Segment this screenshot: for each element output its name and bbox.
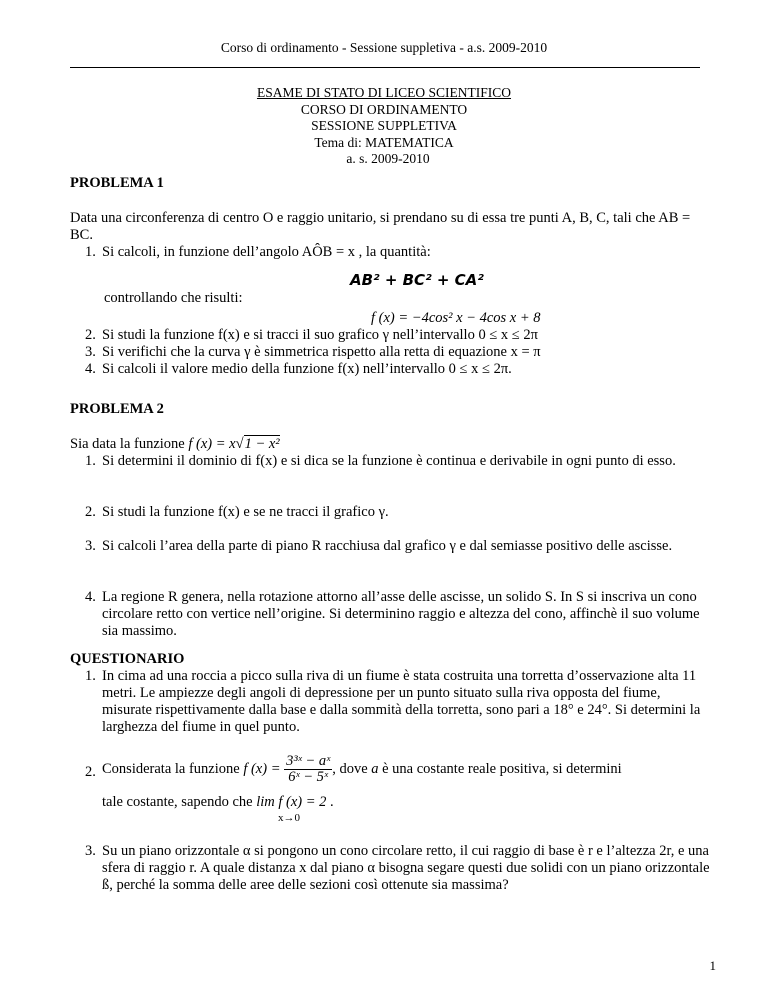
question-3: 3. Su un piano orizzontale α si pongono un cono circolare retto, il cui raggio di base è r e l’altezza 2r, e una sfera di raggio r. A quale distanza x dal piano α bisogna segare questi due solidi con un piano orizzontale ß, perché la somma delle aree delle sezioni così ottenute sia massima?: [85, 843, 710, 893]
problema1-expression: AB² + BC² + CA²: [350, 271, 484, 289]
problema2-item-2: 2. Si studi la funzione f(x) e se ne tracci il grafico γ.: [85, 504, 389, 520]
school-year: a. s. 2009-2010: [346, 151, 430, 166]
subject-title: Tema di: MATEMATICA: [314, 134, 454, 150]
problema1-item-1: 1. Si calcoli, in funzione dell’angolo AÔB = x , la quantità:: [85, 244, 431, 260]
question-2: 2. Considerata la funzione f (x) = $\frac{\text{3³ˣ − aˣ}}{\text{6ˣ − 5ˣ}}$ , dove a è una costante reale positiva, si determini: [85, 753, 622, 785]
problema1-item-4: 4. Si calcoli il valore medio della funzione f(x) nell’intervallo 0 ≤ x ≤ 2π.: [85, 361, 512, 377]
title-block: [0, 85, 768, 168]
problema1-item-2: 2. Si studi la funzione f(x) e si tracci il suo grafico γ nell’intervallo 0 ≤ x ≤ 2π: [85, 327, 538, 343]
problema1-item-3: 3. Si verifichi che la curva γ è simmetrica rispetto alla retta di equazione x = π: [85, 344, 541, 360]
problema2-item-1: 1. Si determini il dominio di f(x) e si dica se la funzione è continua e derivabile in ogni punto di esso.: [85, 453, 676, 469]
problema2-intro: Sia data la funzione f (x) = x√1 − x²: [70, 436, 280, 452]
problema1-check: controllando che risulti:: [104, 290, 243, 306]
q2-fraction: $\frac{\text{3³ˣ − aˣ}}{\text{6ˣ − 5ˣ}}$: [286, 753, 331, 785]
questionario-heading: QUESTIONARIO: [70, 651, 185, 667]
question-2-line-2: tale costante, sapendo che lim f (x) = 2 .: [102, 794, 334, 810]
problema1-formula: f (x) = −4cos² x − 4cos x + 8: [371, 310, 541, 326]
problema1-heading: PROBLEMA 1: [70, 175, 164, 191]
session-title: SESSIONE SUPPLETIVA: [311, 118, 457, 133]
problema2-heading: PROBLEMA 2: [70, 401, 164, 417]
exam-title: ESAME DI STATO DI LICEO SCIENTIFICO: [256, 85, 512, 100]
problema1-intro: Data una circonferenza di centro O e raggio unitario, si prendano su di essa tre punti A, B, C, tali che AB = BC.: [70, 210, 691, 243]
page-number: 1: [709, 958, 716, 973]
header-rule: [70, 67, 700, 68]
q2-limit-subscript: x→0: [278, 812, 300, 824]
course-title: CORSO DI ORDINAMENTO: [300, 101, 468, 117]
question-1: 1. In cima ad una roccia a picco sulla riva di un fiume è stata costruita una torretta d’osservazione alta 11 metri. Le ampiezze degli angoli di depressione per un punto situato sulla riva opposta del fiume, misurate rispettivamente dalla base e dalla sommità della torretta, sono pari a 18° e 24°. Si determini la larghezza del fiume in quel punto.: [85, 668, 701, 735]
running-header: Corso di ordinamento - Sessione suppletiva - a.s. 2009-2010: [220, 40, 548, 55]
problema2-item-3: 3. Si calcoli l’area della parte di piano R racchiusa dal grafico γ e dal semiasse positivo delle ascisse.: [85, 538, 673, 554]
problema2-item-4: 4. La regione R genera, nella rotazione attorno all’asse delle ascisse, un solido S. In S si inscriva un cono circolare retto con vertice nell’origine. Si determinino raggio e altezza del cono, affinchè il suo volume sia massimo.: [85, 589, 700, 639]
